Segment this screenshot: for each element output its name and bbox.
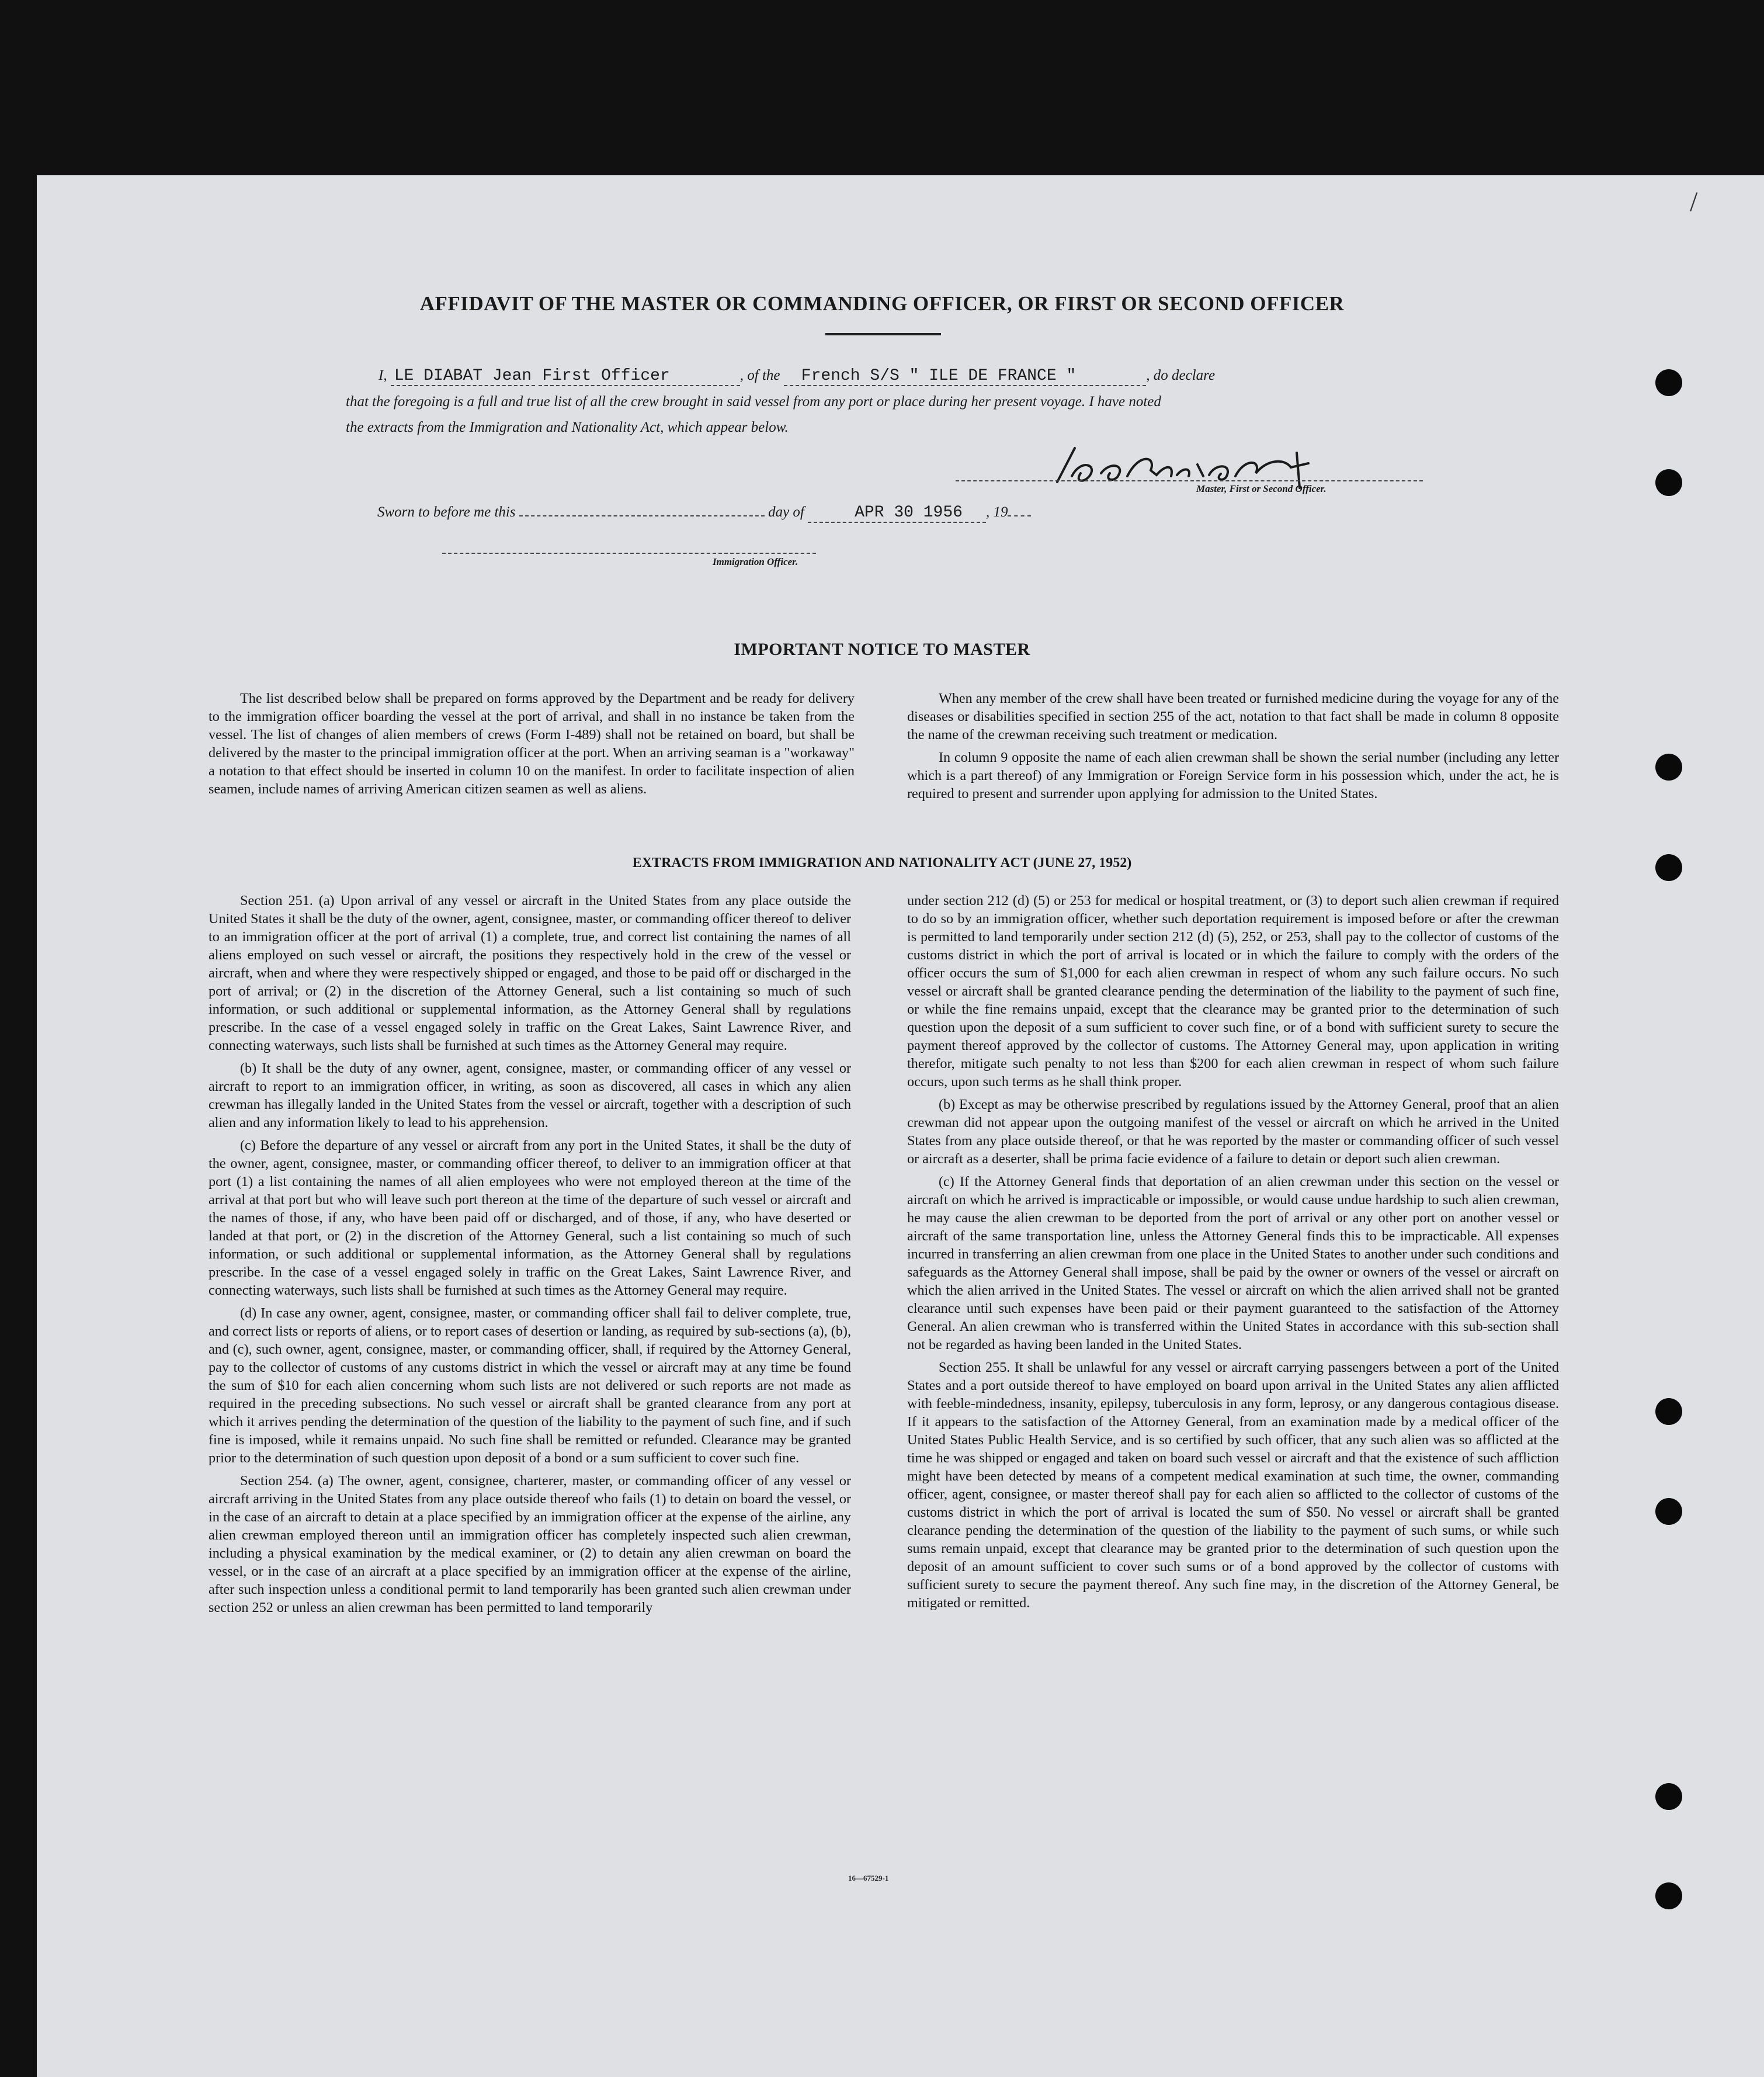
extracts-right-column: under section 212 (d) (5) or 253 for medical or hospital treatment, or (3) to deport such alien crewman if required to do so by an immigration officer, whether such deportation requirement is imposed before or after the crewman is permitted to land temporarily under section 212 (d) (5), 252, or 253, shall pay to the collector of customs of the customs district in which the port of arrival is located or in which the failure to comply with the orders of the officer occurs the sum of $1,000 for each alien crewman in respect of whom any such failure occurs. No such vessel or aircraft shall be granted clearance pending the determination of the liability to the payment of such fine, or while the fine remains unpaid, except that the clearance may be granted prior to the determination of such question upon the deposit of a sum sufficient to cover such fine, or of a bond with sufficient surety to secure the payment thereof approved by the collector of customs. The Attorney General may, upon application in writing therefor, mitigate such penalty to not less than $200 for each alien crewman in respect of whom such failure occurs, upon such terms as he shall think proper. (b) Except as may be otherwise prescribed by regulations issued by the Attorney General, proof that an alien crewman did not appear upon the outgoing manifest of the vessel or aircraft on which he arrived in the United States from any place outside thereof, or that he was reported by the master or commanding officer of such vessel or aircraft as a deserter, shall be prima facie evidence of a failure to detain or deport such alien crewman. (c) If the Attorney General finds that deportation of an alien crewman under this section on the vessel or aircraft on which he arrived is impracticable or impossible, or would cause undue hardship to such alien crewman, he may cause the alien crewman to be deported from the port of arrival or any other port on another vessel or aircraft of the same transportation line, unless the Attorney General finds this to be impracticable. All expenses incurred in transferring an alien crewman from one place in the United States to another under such conditions and safeguards as the Attorney General shall impose, shall be paid by the owner or owners of the vessel or aircraft on which the alien arrived in the United States. The vessel or aircraft on which the alien arrived shall not be granted clearance until such expenses have been paid or their payment guaranteed to the satisfaction of the Attorney General. An alien crewman who is transferred within the United States in accordance with this sub-section shall not be regarded as having been landed in the United States. Section 255. It shall be unlawful for any vessel or aircraft carrying passengers between a port of the United States and a port outside thereof to have employed on board upon arrival in the United States any alien afflicted with feeble-mindedness, insanity, epilepsy, tuberculosis in any form, leprosy, or any dangerous contagious disease. If it appears to the satisfaction of the Attorney General, from an examination made by a medical officer of the United States Public Health Service, and is so certified by such officer, that any such alien was so afflicted at the time he was shipped or engaged and taken on board such vessel or aircraft and that the existence of such affliction might have been detected by means of a competent medical examination at such time, the owner, commanding officer, agent, consignee, or master thereof shall pay for each alien so afflicted to the collector of customs of the customs district in which the port of arrival is located the sum of $50. No vessel or aircraft shall be granted clearance pending the determination of the question of the liability to the payment of such sums, or while such sums remain unpaid, except that clearance may be granted prior to the determination of such question upon the deposit of an amount sufficient to cover such sums or of a bond approved by the collector of customs with sufficient surety to secure the payment thereof. Any such fine may, in the discretion of the Attorney General, be mitigated or remitted.	[907, 893, 1559, 1611]
officer-rank: First Officer	[539, 367, 739, 386]
sworn-date: APR 30 1956	[808, 504, 986, 523]
punch-hole	[1655, 754, 1682, 781]
immigration-officer-caption: Immigration Officer.	[713, 556, 798, 567]
notice-left: The list described below shall be prepared on forms approved by the Department and be ready for delivery to the immigration officer boarding the vessel at the port of arrival, and shall in no instance be taken from the vessel. The list of changes of alien members of crews (Form I-489) shall not be retained on board, but shall be delivered by the master to the principal immigration officer at the port. When an arriving seaman is a "workaway" a notation to that effect should be inserted in column 10 on the manifest. In order to facilitate inspection of alien seamen, include names of arriving American citizen seamen as well as aliens.	[209, 691, 855, 797]
signature-caption: Master, First or Second Officer.	[1196, 483, 1327, 494]
declaration-line-3: the extracts from the Immigration and Nationality Act, which appear below.	[346, 419, 789, 435]
vessel-name: French S/S " ILE DE FRANCE "	[784, 367, 1146, 386]
corner-mark: /	[1690, 186, 1698, 217]
affidavit-title: AFFIDAVIT OF THE MASTER OR COMMANDING OFFICER, OR FIRST OR SECOND OFFICER	[419, 292, 1345, 315]
extracts-heading: EXTRACTS FROM IMMIGRATION AND NATIONALITY ACT (JUNE 27, 1952)	[632, 855, 1132, 871]
punch-hole	[1655, 1783, 1682, 1810]
declaration-line-2: that the foregoing is a full and true list of all the crew brought in said vessel from any port or place during her present voyage. I have noted	[346, 394, 1161, 410]
signature-line	[956, 480, 1423, 481]
officer-name: LE DIABAT Jean	[391, 367, 535, 386]
notice-heading: IMPORTANT NOTICE TO MASTER	[734, 640, 1030, 659]
punch-hole	[1655, 1498, 1682, 1525]
punch-hole	[1655, 469, 1682, 496]
punch-hole	[1655, 1882, 1682, 1909]
title-underline	[825, 333, 941, 335]
punch-hole	[1655, 369, 1682, 396]
declaration-line-1: I, LE DIABAT Jean First Officer , of the French S/S " ILE DE FRANCE " , do declare	[379, 367, 1216, 385]
punch-hole	[1655, 1398, 1682, 1425]
notice-right: When any member of the crew shall have been treated or furnished medicine during the voyage for any of the diseases or disabilities specified in section 255 of the act, notation to that fact shall be made in column 8 opposite the name of the crewman receiving such treatment or medication. In column 9 opposite the name of each alien crewman shall be shown the serial number (including any letter which is a part thereof) of any Immigration or Foreign Service form in his possession which, under the act, he is required to present and surrender upon applying for admission to the United States.	[907, 691, 1559, 802]
sworn-line: Sworn to before me this day of APR 30 1956 , 19	[377, 504, 1031, 522]
extracts-left-column: Section 251. (a) Upon arrival of any vessel or aircraft in the United States from any place outside the United States it shall be the duty of the owner, agent, consignee, master, or commanding officer thereof to deliver to an immigration officer at the port of arrival (1) a complete, true, and correct list containing the names of all aliens employed on such vessel or aircraft, the positions they respectively hold in the crew of the vessel or aircraft, when and where they were respectively shipped or engaged, and those to be paid off or discharged in the port of arrival; or (2) in the discretion of the Attorney General, such a list containing so much of such information, or such additional or supplemental information, as the Attorney General shall by regulations prescribe. In the case of a vessel engaged solely in traffic on the Great Lakes, Saint Lawrence River, and connecting waterways, such lists shall be furnished at such times as the Attorney General may require. (b) It shall be the duty of any owner, agent, consignee, master, or commanding officer of any vessel or aircraft to report to an immigration officer, in writing, as soon as discovered, all cases in which any alien crewman has illegally landed in the United States from the vessel or aircraft, together with a description of such alien and any information likely to lead to his apprehension. (c) Before the departure of any vessel or aircraft from any port in the United States, it shall be the duty of the owner, agent, consignee, master, or commanding officer thereof, to deliver to an immigration officer at that port (1) a list containing the names of all alien employees who were not employed thereon at the time of the arrival at that port but who will leave such port thereon at the time of the departure of such vessel or aircraft and the names of those, if any, who have been paid off or discharged, and of those, if any, who have deserted or landed at that port, or (2) in the discretion of the Attorney General, such a list containing so much of such information, or such additional or supplemental information, as the Attorney General shall by regulations prescribe. In the case of a vessel engaged solely in traffic on the Great Lakes, Saint Lawrence River, and connecting waterways, such lists shall be furnished at such times as the Attorney General may require. (d) In case any owner, agent, consignee, master, or commanding officer shall fail to deliver complete, true, and correct lists or reports of aliens, or to report cases of desertion or landing, as required by sub-sections (a), (b), and (c), such owner, agent, consignee, master, or commanding officer, shall, if required by the Attorney General, pay to the collector of customs of any customs district in which the vessel or aircraft may at any time be found the sum of $10 for each alien concerning whom such lists are not delivered or such reports are not made as required in the preceding subsections. No such vessel or aircraft shall be granted clearance from any port at which it arrives pending the determination of the question of the liability to the payment of such fine, and if such fine is imposed, while it remains unpaid. No such fine shall be remitted or refunded. Clearance may be granted prior to the determination of such question upon deposit of a bond or a sum sufficient to cover such fine. Section 254. (a) The owner, agent, consignee, charterer, master, or commanding officer of any vessel or aircraft arriving in the United States from any place outside thereof who fails (1) to detain on board the vessel, or in the case of an aircraft to detain at a place specified by an immigration officer at the expense of the airline, any alien crewman employed thereon until an immigration officer has completely inspected such alien crewman, including a physical examination by the medical examiner, or (2) to detain any alien crewman on board the vessel, or in the case of an aircraft at a place specified by an immigration officer at the expense of the airline, after such inspection unless a conditional permit to land temporarily has been granted such alien crewman under section 252 or unless an alien crewman has been permitted to land temporarily	[209, 893, 851, 1615]
form-code: 16—67529-1	[848, 1874, 889, 1882]
immigration-officer-line	[442, 553, 816, 554]
